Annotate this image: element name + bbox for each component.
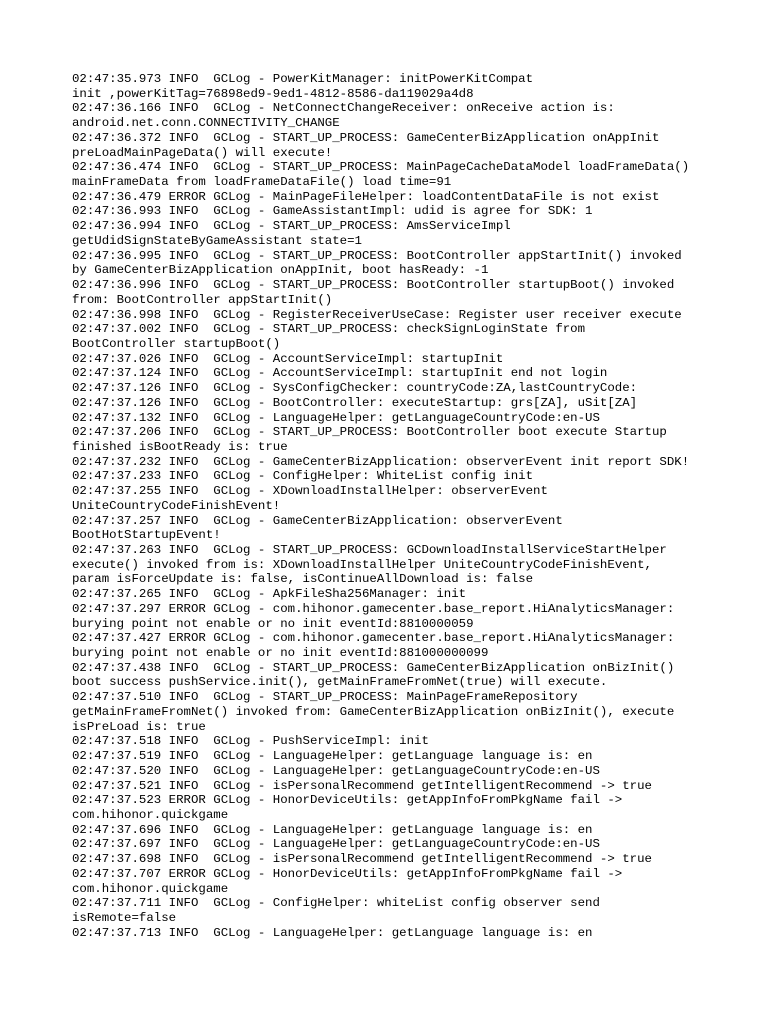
log-line: param isForceUpdate is: false, isContinueAllDownload is: false [72,572,534,587]
log-line: 02:47:37.698 INFO GCLog - isPersonalRecommend getIntelligentRecommend -> true [72,852,652,867]
log-line: 02:47:37.255 INFO GCLog - XDownloadInstallHelper: observerEvent [72,484,548,499]
log-line: 02:47:36.996 INFO GCLog - START_UP_PROCESS: BootController startupBoot() invoked [72,278,675,293]
log-line: burying point not enable or no init eventId:8810000059 [72,616,474,631]
log-line: com.hihonor.quickgame [72,881,229,896]
log-line: 02:47:36.372 INFO GCLog - START_UP_PROCESS: GameCenterBizApplication onAppInit [72,130,660,145]
log-line: 02:47:37.427 ERROR GCLog - com.hihonor.gamecenter.base_report.HiAnalyticsManager: [72,631,675,646]
log-text [72,72,762,940]
log-line: boot success pushService.init(), getMainFrameFromNet(true) will execute. [72,675,608,690]
log-line: mainFrameData from loadFrameDataFile() load time=91 [72,175,452,190]
log-line: com.hihonor.quickgame [72,807,229,822]
log-line: 02:47:36.474 INFO GCLog - START_UP_PROCESS: MainPageCacheDataModel loadFrameData() [72,160,690,175]
log-line: finished isBootReady is: true [72,439,288,454]
log-line: 02:47:37.297 ERROR GCLog - com.hihonor.gamecenter.base_report.HiAnalyticsManager: [72,601,675,616]
log-line: 02:47:36.995 INFO GCLog - START_UP_PROCESS: BootController appStartInit() invoked [72,248,682,263]
log-line: BootHotStartupEvent! [72,528,221,543]
log-line: UniteCountryCodeFinishEvent! [72,498,281,513]
log-line: 02:47:37.265 INFO GCLog - ApkFileSha256Manager: init [72,587,467,602]
log-line: 02:47:37.520 INFO GCLog - LanguageHelper: getLanguageCountryCode:en-US [72,763,600,778]
log-line: 02:47:37.711 INFO GCLog - ConfigHelper: whiteList config observer send [72,896,600,911]
log-line: by GameCenterBizApplication onAppInit, boot hasReady: -1 [72,263,489,278]
log-line: 02:47:37.263 INFO GCLog - START_UP_PROCESS: GCDownloadInstallServiceStartHelper [72,543,667,557]
log-line: burying point not enable or no init eventId:881000000099 [72,646,489,661]
log-line: 02:47:37.232 INFO GCLog - GameCenterBizApplication: observerEvent init report SDK! [72,454,690,469]
log-line: 02:47:36.479 ERROR GCLog - MainPageFileHelper: loadContentDataFile is not exist [72,189,660,204]
document-page [72,72,762,940]
log-line: 02:47:37.126 INFO GCLog - BootController: executeStartup: grs[ZA], uSit[ZA] [72,395,638,410]
log-line: 02:47:37.523 ERROR GCLog - HonorDeviceUtils: getAppInfoFromPkgName fail -> [72,793,623,808]
log-line: 02:47:36.998 INFO GCLog - RegisterReceiverUseCase: Register user receiver execute [72,307,682,322]
log-line: 02:47:37.002 INFO GCLog - START_UP_PROCESS: checkSignLoginState from [72,322,586,337]
log-line: 02:47:36.993 INFO GCLog - GameAssistantImpl: udid is agree for SDK: 1 [72,204,593,219]
log-line: 02:47:37.521 INFO GCLog - isPersonalRecommend getIntelligentRecommend -> true [72,778,652,793]
log-line: getUdidSignStateByGameAssistant state=1 [72,233,362,248]
log-line: 02:47:37.697 INFO GCLog - LanguageHelper: getLanguageCountryCode:en-US [72,837,600,852]
log-line: 02:47:37.257 INFO GCLog - GameCenterBizApplication: observerEvent [72,513,563,528]
log-line: from: BootController appStartInit() [72,292,333,307]
log-line: 02:47:37.132 INFO GCLog - LanguageHelper: getLanguageCountryCode:en-US [72,410,600,425]
log-line: 02:47:37.510 INFO GCLog - START_UP_PROCESS: MainPageFrameRepository [72,690,578,705]
log-line: BootController startupBoot() [72,336,281,351]
log-line: 02:47:37.519 INFO GCLog - LanguageHelper: getLanguage language is: en [72,749,593,764]
log-line: 02:47:35.973 INFO GCLog - PowerKitManager: initPowerKitCompat [72,72,534,86]
log-line: 02:47:37.206 INFO GCLog - START_UP_PROCESS: BootController boot execute Startup [72,425,667,440]
log-line: isPreLoad is: true [72,719,206,734]
log-line: 02:47:37.707 ERROR GCLog - HonorDeviceUtils: getAppInfoFromPkgName fail -> [72,866,623,881]
log-line: 02:47:37.233 INFO GCLog - ConfigHelper: WhiteList config init [72,469,534,484]
log-line: 02:47:37.696 INFO GCLog - LanguageHelper: getLanguage language is: en [72,822,593,837]
log-line: 02:47:37.713 INFO GCLog - LanguageHelper: getLanguage language is: en [72,925,593,940]
log-line: 02:47:37.026 INFO GCLog - AccountServiceImpl: startupInit [72,351,504,366]
log-line: 02:47:36.994 INFO GCLog - START_UP_PROCESS: AmsServiceImpl [72,219,511,234]
log-line: 02:47:36.166 INFO GCLog - NetConnectChangeReceiver: onReceive action is: [72,101,615,116]
log-line: 02:47:37.126 INFO GCLog - SysConfigChecker: countryCode:ZA,lastCountryCode: [72,381,638,396]
log-line: 02:47:37.438 INFO GCLog - START_UP_PROCESS: GameCenterBizApplication onBizInit() [72,660,675,675]
log-line: getMainFrameFromNet() invoked from: GameCenterBizApplication onBizInit(), execute [72,704,675,719]
log-line: init ,powerKitTag=76898ed9-9ed1-4812-8586-da119029a4d8 [72,86,474,101]
log-line: preLoadMainPageData() will execute! [72,145,333,160]
log-line: 02:47:37.518 INFO GCLog - PushServiceImpl: init [72,734,429,749]
log-line: android.net.conn.CONNECTIVITY_CHANGE [72,116,340,131]
log-line: 02:47:37.124 INFO GCLog - AccountServiceImpl: startupInit end not login [72,366,608,381]
log-line: execute() invoked from is: XDownloadInstallHelper UniteCountryCodeFinishEvent, [72,557,652,572]
log-line: isRemote=false [72,910,177,925]
